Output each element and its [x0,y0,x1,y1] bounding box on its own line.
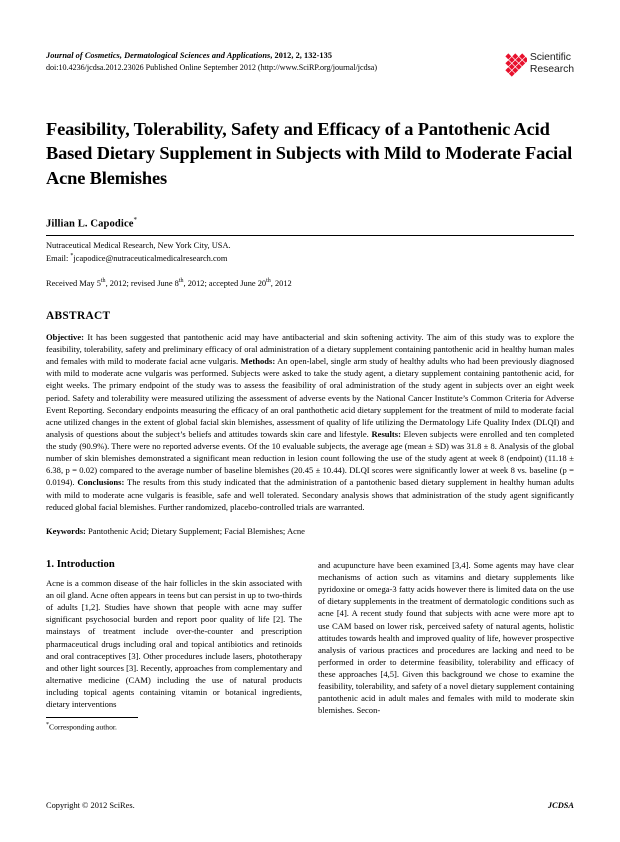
masthead-text-block [46,50,466,74]
abstract-conclusions-text: The results from this study indicated that the administration of a pantothenic based dietary supplement in healthy human adults with mild to moderate acne vulgaris is feasible, safe and well tolerated. Secondary analysis shows that administration of the study agent significantly reduced global facial blemishes. Further randomized, placebo-controlled trials are warranted. [46,477,574,512]
body-columns [46,559,574,734]
introduction-paragraph-left: Acne is a common disease of the hair follicles in the skin associated with an oil gland. Acne often appears in teens but can persist in up to two-thirds of adults [1,2]. Studies have shown that people with acne may suffer significant psychosocial burden and report poor quality of life [2]. The mainstays of treatment include over-the-counter and prescription pharmaceutical drugs including oral and topical antibiotics and retinoids and oral contraceptives [3]. Other procedures include lasers, phototherapy and other light sources [3]. Recently, approaches from complementary and alternative medicine (CAM) including the use of natural products including topical agents containing vitamin or botanical ingredients, dietary interventions [46,577,302,710]
publisher-name-line2: Research [529,63,574,75]
journal-masthead [46,50,574,77]
publisher-logo [501,51,574,77]
author-divider [46,235,574,236]
journal-citation-line [46,50,466,61]
accepted-rest: , 2012 [270,278,292,288]
introduction-paragraph-right: and acupuncture have been examined [3,4]. Some agents may have clear mechanisms of action such as vitamins and dietary supplements like pyridoxine or omega-3 fatty acids however there is limited data on the use of dietary supplements in the treatment of dermatologic conditions such as acne [4]. A recent study found that subjects with acne were more apt to use CAM based on lower risk, perceived safety of natural agents, holistic attitudes towards health and improved quality of life, however prospective analysis of various practices and procedures are lacking and need to be performed in order to determine feasibility, tolerability and efficacy of these approaches [4,5]. Given this background we chose to examine the feasibility, tolerability, and safety of a novel dietary supplement containing pantothenic acid in adult males and females with mild to moderate skin blemishes. Secon- [318,559,574,716]
doi-line: doi:10.4236/jcdsa.2012.23026 Published Online September 2012 (http://www.SciRP.org/journal/jcdsa) [46,63,378,73]
revised-ordinal: th [178,278,184,285]
footnote-divider [46,717,138,718]
footnote-marker: * [46,722,49,729]
revised-label: , 2012; revised June 8 [105,278,179,288]
scientific-research-diamond-icon [501,51,527,77]
journal-volume: , 2012, 2, 132-135 [270,51,333,60]
received-ordinal: th [100,278,106,285]
abstract-objective-label: Objective: [46,331,84,342]
received-label: Received May 5 [46,278,101,288]
section-heading-introduction: 1. Introduction [46,558,115,570]
email-marker: * [70,253,74,260]
paper-title: Feasibility, Tolerability, Safety and Efficacy of a Pantothenic Acid Based Dietary Supplement in Subjects with Mild to Moderate Facial Acne Blemishes [46,119,573,188]
column-right [318,559,574,734]
journal-abbreviation: JCDSA [547,801,574,810]
abstract-conclusions-label: Conclusions: [77,477,125,488]
accepted-label: , 2012; accepted June 20 [183,278,267,288]
page-content [46,50,574,733]
publisher-name [530,52,574,76]
keywords-line [46,525,574,537]
abstract-heading: ABSTRACT [46,309,111,322]
abstract-body [46,331,574,513]
affiliation-text: Nutraceutical Medical Research, New York City, USA. [46,240,231,250]
publisher-name-line1: Scientific [529,51,571,64]
email-label: Email: [46,253,71,263]
keywords-values: Pantothenic Acid; Dietary Supplement; Facial Blemishes; Acne [85,525,305,536]
author-affiliation-block [46,240,574,265]
page-footer [46,801,574,810]
copyright-notice: Copyright © 2012 SciRes. [46,801,135,810]
abstract-methods-text: An open-label, single arm study of healthy adults who had been previously diagnosed with mild to moderate acne vulgaris was performed. Subjects were asked to take the study agent, a dietary supplement containing pantothenic acid, for eight weeks. The primary endpoint of the study was to assess the feasibility of oral administration of the study agent in subjects over an eight week period. Safety and tolerability were measured utilizing the assessment of adverse events by the National Cancer Institute’s Common Criteria for Adverse Event Reporting. Secondary endpoints measuring the efficacy of an oral panthothetic acid dietary supplement for the treatment of mild to moderate facial acne utilized changes in the extent of global facial skin blemishes, assessment of quality of life utilizing the Dermatology Life Quality Index (DLQI) and analysis of questions about the subject’s beliefs and attitudes towards skin care and lifestyle. [46,356,574,439]
author-name-text: Jillian L. Capodice [46,218,134,230]
column-left [46,559,302,734]
abstract-methods-label: Methods: [240,356,276,367]
abstract-objective-text: It has been suggested that pantothenic acid may have antibacterial and skin softening activity. The aim of this study was to explore the feasibility, tolerability, safety and preliminary efficacy of oral administration of a dietary supplement containing pantothenic acid in healthy human males and females with mild to moderate facial acne vulgaris. [46,331,574,367]
email-address[interactable]: jcapodice@nutraceuticalmedicalresearch.com [73,253,228,263]
submission-dates [46,278,574,288]
journal-name: Journal of Cosmetics, Dermatological Sciences and Applications [46,51,271,60]
abstract-results-label: Results: [371,428,401,439]
keywords-label: Keywords: [46,525,86,536]
author-corresponding-marker: * [133,216,138,225]
accepted-ordinal: th [266,278,271,285]
author-name [46,216,574,230]
footnote-text: Corresponding author. [49,722,117,732]
footnote [46,721,302,733]
author-email-line [46,252,574,265]
abstract-results-text: Eleven subjects were enrolled and ten completed the study (90.9%). There were no reported adverse events. Of the 10 evaluable subjects, the average age (mean ± SD) was 31.8 ± 8. Analysis of the global number of skin blemishes demonstrated a significant mean reduction in lesion count following the use of the study agent at week 8 (endpoint) (11.18 ± 6.38, p = 0.02) compared to the average number of baseline blemishes (20.45 ± 10.44). DLQI scores were significantly lower at week 8 vs. baseline (p = 0.0194). [46,428,574,488]
